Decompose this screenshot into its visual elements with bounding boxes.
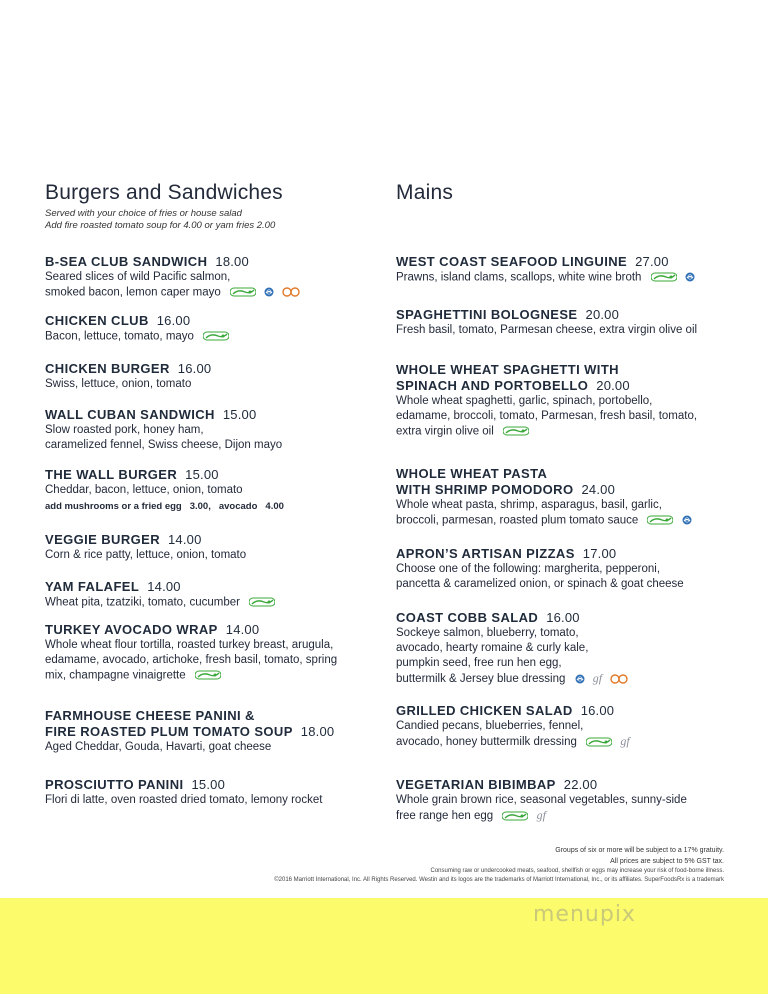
item-desc: Flori di latte, oven roasted dried tomato, lemony rocket — [45, 794, 323, 806]
item-desc: Choose one of the following: margherita, pepperoni, — [396, 563, 661, 575]
item-desc: Sockeye salmon, blueberry, tomato, — [396, 627, 579, 639]
superfood-icon — [249, 597, 275, 607]
ocean-wise-icon — [682, 515, 692, 525]
menu-item-artisan-pizzas — [396, 546, 736, 592]
item-desc: Whole grain brown rice, seasonal vegetables, sunny-side — [396, 794, 687, 806]
item-desc: broccoli, parmesan, roasted plum tomato sauce — [396, 514, 639, 527]
item-price: 15.00 — [191, 777, 226, 792]
item-name: WHOLE WHEAT SPAGHETTI WITH — [396, 362, 619, 377]
menu-item-chicken-burger — [45, 361, 375, 392]
item-price: 16.00 — [580, 703, 615, 718]
item-name: WHOLE WHEAT PASTA — [396, 466, 548, 481]
item-name: YAM FALAFEL — [45, 579, 140, 594]
item-desc: Wheat pita, tzatziki, tomato, cucumber — [45, 596, 240, 609]
item-desc: avocado, honey buttermilk dressing — [396, 735, 577, 748]
menu-item-yam-falafel — [45, 579, 375, 611]
gratuity-note: Groups of six or more will be subject to a 17% gratuity. — [555, 847, 724, 854]
ocean-wise-icon — [575, 674, 585, 684]
superfood-icon — [651, 272, 677, 282]
item-price: 20.00 — [596, 378, 630, 393]
menu-item-ww-pasta-shrimp — [396, 466, 736, 529]
item-desc: avocado, hearty romaine & curly kale, — [396, 642, 589, 654]
section-subtitle-line1: Served with your choice of fries or house salad — [45, 208, 242, 219]
item-name: GRILLED CHICKEN SALAD — [396, 703, 573, 718]
addon-label: add mushrooms or a fried egg — [45, 501, 182, 512]
item-price: 16.00 — [546, 610, 580, 625]
superfood-icon — [230, 287, 256, 297]
item-desc: Whole wheat spaghetti, garlic, spinach, portobello, — [396, 395, 653, 407]
item-price: 27.00 — [635, 254, 669, 269]
menu-item-farmhouse-panini — [45, 708, 375, 755]
item-price: 18.00 — [215, 254, 249, 269]
menu-item-vegetarian-bibimbap — [396, 777, 736, 824]
item-price: 24.00 — [581, 482, 616, 497]
dual-circle-icon — [610, 674, 628, 684]
mains-section — [396, 180, 736, 822]
superfood-icon — [586, 737, 612, 747]
item-desc: pumpkin seed, free run hen egg, — [396, 657, 562, 669]
menu-item-seafood-linguine — [396, 254, 736, 286]
menu-item-chicken-club — [45, 313, 375, 345]
burgers-section — [45, 180, 375, 806]
addon-price: 3.00, — [189, 501, 211, 512]
item-name: VEGETARIAN BIBIMBAP — [396, 777, 556, 792]
item-desc: Whole wheat pasta, shrimp, asparagus, basil, garlic, — [396, 499, 662, 511]
item-price: 14.00 — [168, 532, 202, 547]
tax-note: All prices are subject to 5% GST tax. — [610, 858, 724, 865]
section-title-mains: Mains — [396, 181, 454, 204]
item-price: 16.00 — [156, 313, 191, 328]
item-name: WEST COAST SEAFOOD LINGUINE — [396, 254, 628, 269]
item-name: B-SEA CLUB SANDWICH — [45, 254, 208, 269]
item-desc: Slow roasted pork, honey ham, — [45, 424, 204, 436]
footer-notes — [274, 845, 724, 885]
gluten-free-icon: gf — [592, 671, 603, 685]
footer-band — [0, 898, 768, 994]
item-name: VEGGIE BURGER — [45, 532, 160, 547]
item-price: 20.00 — [585, 307, 620, 322]
ocean-wise-icon — [685, 272, 695, 282]
item-name: CHICKEN BURGER — [45, 361, 170, 376]
menu-item-prosciutto-panini — [45, 777, 375, 808]
section-title-burgers: Burgers and Sandwiches — [45, 181, 283, 204]
item-desc: Fresh basil, tomato, Parmesan cheese, extra virgin olive oil — [396, 324, 698, 336]
item-name: FARMHOUSE CHEESE PANINI & — [45, 708, 255, 723]
superfood-icon — [502, 811, 528, 821]
item-addon — [45, 500, 375, 514]
item-desc: Corn & rice patty, lettuce, onion, tomato — [45, 549, 247, 561]
item-name: THE WALL BURGER — [45, 467, 178, 482]
item-name: APRON’S ARTISAN PIZZAS — [396, 546, 575, 561]
menu-item-spaghettini-bolognese — [396, 307, 736, 338]
item-name: PROSCIUTTO PANINI — [45, 777, 184, 792]
copyright-note: ©2016 Marriott International, Inc. All Rights Reserved. Westin and its logos are the trademarks of Marriott International, Inc., or its affiliates. SuperFoodsRx is a trademark — [274, 877, 724, 883]
menu-item-veggie-burger — [45, 532, 375, 563]
item-price: 15.00 — [222, 407, 257, 422]
section-subtitle-line2: Add fire roasted tomato soup for 4.00 or yam fries 2.00 — [45, 220, 276, 231]
item-desc: smoked bacon, lemon caper mayo — [45, 286, 221, 299]
item-desc: Candied pecans, blueberries, fennel, — [396, 720, 584, 732]
item-desc: Cheddar, bacon, lettuce, onion, tomato — [45, 484, 243, 496]
menu-item-wall-cuban — [45, 407, 375, 453]
ocean-wise-icon — [264, 287, 274, 297]
item-icons — [230, 285, 305, 300]
addon-price: 4.00 — [265, 501, 284, 512]
superfood-icon — [195, 670, 221, 680]
health-warning: Consuming raw or undercooked meats, seafood, shellfish or eggs may increase your risk of food-borne illness. — [430, 868, 724, 874]
item-price: 14.00 — [225, 622, 260, 637]
item-name: TURKEY AVOCADO WRAP — [45, 622, 218, 637]
item-desc: caramelized fennel, Swiss cheese, Dijon mayo — [45, 439, 283, 451]
gluten-free-icon: gf — [620, 734, 630, 748]
superfood-icon — [503, 426, 529, 436]
item-name: WALL CUBAN SANDWICH — [45, 407, 215, 422]
item-price: 17.00 — [582, 546, 617, 561]
superfood-icon — [647, 515, 673, 525]
item-desc: buttermilk & Jersey blue dressing — [396, 672, 566, 685]
item-desc: pancetta & caramelized onion, or spinach & goat cheese — [396, 578, 684, 590]
item-name: CHICKEN CLUB — [45, 313, 149, 328]
item-price: 16.00 — [177, 361, 212, 376]
dual-circle-icon — [282, 287, 300, 297]
item-desc: Aged Cheddar, Gouda, Havarti, goat cheese — [45, 741, 272, 753]
menu-item-cobb-salad — [396, 610, 736, 687]
item-desc: Prawns, island clams, scallops, white wine broth — [396, 271, 642, 284]
item-name: FIRE ROASTED PLUM TOMATO SOUP — [45, 724, 293, 739]
menu-item-turkey-wrap — [45, 622, 375, 684]
item-desc: mix, champagne vinaigrette — [45, 669, 186, 682]
item-desc: extra virgin olive oil — [396, 425, 494, 438]
menu-item-grilled-chicken-salad — [396, 703, 736, 750]
item-desc: Bacon, lettuce, tomato, mayo — [45, 330, 194, 343]
gluten-free-icon: gf — [536, 808, 546, 822]
item-desc: free range hen egg — [396, 809, 494, 822]
item-price: 14.00 — [147, 579, 181, 594]
item-desc: Seared slices of wild Pacific salmon, — [45, 271, 231, 283]
item-name: WITH SHRIMP POMODORO — [396, 482, 574, 497]
item-desc: edamame, broccoli, tomato, Parmesan, fresh basil, tomato, — [396, 410, 698, 422]
addon-label: avocado — [218, 501, 258, 512]
menu-item-wall-burger — [45, 467, 375, 514]
item-desc: Swiss, lettuce, onion, tomato — [45, 378, 192, 390]
item-price: 18.00 — [300, 724, 335, 739]
superfood-icon — [203, 331, 229, 341]
menu-item-bsea-club — [45, 254, 375, 301]
item-name: COAST COBB SALAD — [396, 610, 539, 625]
item-desc: Whole wheat flour tortilla, roasted turkey breast, arugula, — [45, 639, 334, 651]
menu-item-ww-spaghetti — [396, 362, 736, 440]
item-desc: edamame, avocado, artichoke, fresh basil, tomato, spring — [45, 654, 338, 666]
item-name: SPAGHETTINI BOLOGNESE — [396, 307, 578, 322]
item-price: 15.00 — [185, 467, 219, 482]
item-name: SPINACH AND PORTOBELLO — [396, 378, 589, 393]
watermark: menupix — [533, 902, 636, 927]
item-price: 22.00 — [563, 777, 598, 792]
